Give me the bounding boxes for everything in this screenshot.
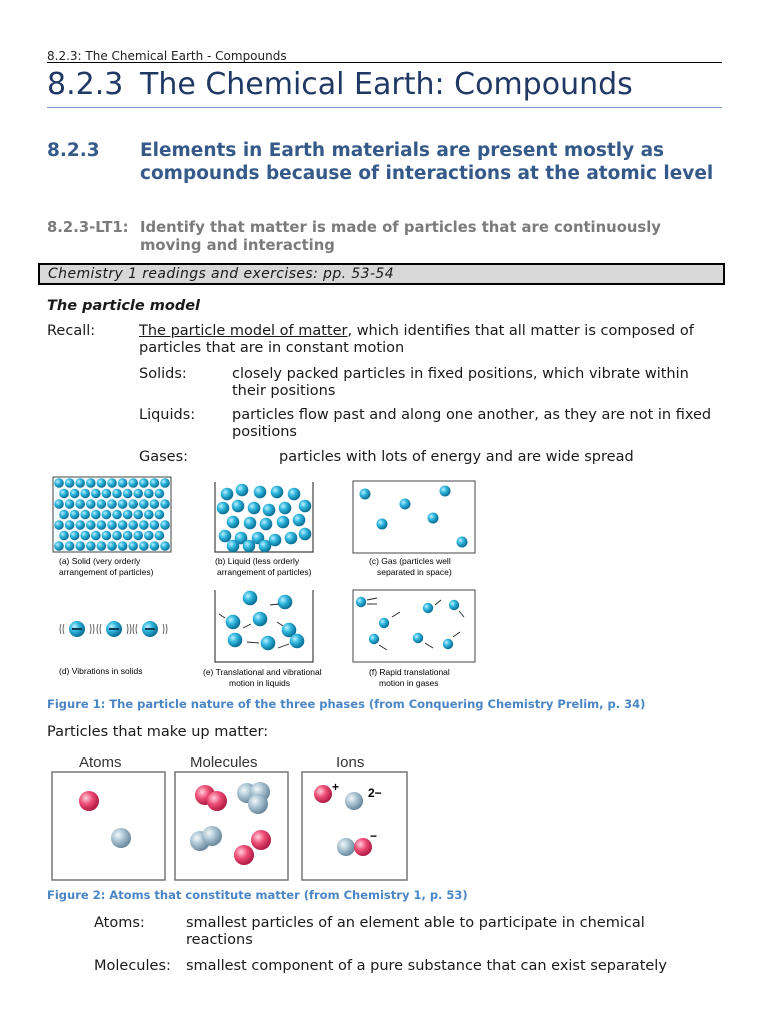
particle (160, 478, 170, 488)
particle (118, 499, 128, 509)
translational-liquid-panel (215, 590, 313, 662)
panel-d-caption-1: (d) Vibrations in solids (59, 666, 143, 676)
particle (144, 489, 154, 499)
particle (139, 541, 149, 551)
particle (59, 510, 69, 520)
particle (123, 531, 133, 541)
particle (133, 510, 143, 520)
particle (54, 541, 64, 551)
particle (155, 489, 165, 499)
particle (155, 531, 165, 541)
motion-arrow (270, 604, 279, 605)
particle (65, 478, 75, 488)
particle (440, 486, 451, 497)
panel-a-caption-1: (a) Solid (very orderly (59, 556, 141, 566)
recall-rest: , which identifies that all matter is composed of particles that are in constant motion (139, 323, 694, 356)
figure-1-particle-phases (47, 472, 487, 690)
molecules-label: Molecules (190, 754, 258, 771)
particle (243, 591, 258, 606)
particle (75, 499, 85, 509)
particle (70, 531, 80, 541)
running-header: 8.2.3: The Chemical Earth - Compounds (47, 49, 287, 63)
particle (160, 499, 170, 509)
particle (97, 520, 107, 530)
solids-description: closely packed particles in fixed positions, which vibrate within their positions (232, 366, 689, 399)
vibration-mark (100, 624, 101, 634)
panel-f-caption-2: motion in gases (379, 678, 439, 688)
particle (107, 499, 117, 509)
particle (139, 499, 149, 509)
motion-arrow (243, 624, 251, 628)
section-number: 8.2.3 (47, 140, 100, 161)
particle (150, 478, 160, 488)
particle-model-term: The particle model of matter (139, 323, 348, 339)
particle (457, 537, 468, 548)
recall-label: Recall: (47, 323, 96, 339)
solids-label: Solids: (139, 366, 187, 382)
outcome-number: 8.2.3-LT1: (47, 219, 129, 236)
vibration-mark (166, 624, 167, 634)
readings-box (38, 263, 725, 285)
particle (112, 510, 122, 520)
particle (243, 540, 256, 553)
particle (102, 489, 112, 499)
particle (128, 520, 138, 530)
particle (107, 520, 117, 530)
particle (91, 531, 101, 541)
ion-2minus-charge: 2− (368, 786, 382, 800)
panel-e-caption-2: motion in liquids (229, 678, 290, 688)
vibration-mark (97, 624, 98, 634)
gas-panel (353, 481, 475, 553)
particle (80, 531, 90, 541)
liquid-panel (215, 482, 313, 552)
particle (118, 478, 128, 488)
particle (279, 502, 292, 515)
solid-panel (53, 477, 171, 552)
panel-b-caption-2: arrangement of particles) (217, 567, 312, 577)
vibration-mark (163, 624, 164, 634)
particle (54, 478, 64, 488)
particle (144, 510, 154, 520)
gases-label: Gases: (139, 449, 189, 465)
vibration-mark (93, 624, 94, 634)
figure-2-caption: Figure 2: Atoms that constitute matter (from Chemistry 1, p. 53) (47, 888, 468, 902)
panel-c-caption-1: (c) Gas (particles well (369, 556, 451, 566)
rapid-gas-panel (353, 590, 475, 662)
particle (112, 489, 122, 499)
particle (219, 530, 232, 543)
particle (293, 514, 306, 527)
particle (155, 510, 165, 520)
panel-b-caption-1: (b) Liquid (less orderly (215, 556, 300, 566)
particle (356, 597, 366, 607)
particle (226, 615, 241, 630)
vibration-mark (90, 624, 91, 634)
title-number: 8.2.3 (47, 67, 124, 102)
particle (150, 499, 160, 509)
particle (80, 510, 90, 520)
vibration-mark (60, 624, 61, 634)
gases-description: particles with lots of energy and are wide spread (279, 449, 634, 465)
particle (299, 500, 312, 513)
particle (423, 603, 433, 613)
particle (123, 510, 133, 520)
particle (227, 540, 240, 553)
particle (107, 478, 117, 488)
particle (91, 489, 101, 499)
particle (236, 484, 249, 497)
figure-1-caption: Figure 1: The particle nature of the three phases (from Conquering Chemistry Prelim, p. 34) (47, 697, 646, 711)
particle (285, 532, 298, 545)
particle (277, 516, 290, 529)
particle-model-heading: The particle model (47, 298, 201, 314)
section-text: Elements in Earth materials are present mostly as compounds because of interactions at the atomic level (140, 140, 714, 184)
outcome-text: Identify that matter is made of particles that are continuously moving and interacting (140, 219, 661, 254)
title-bar (47, 62, 722, 108)
particle (118, 541, 128, 551)
particle (123, 489, 133, 499)
particle (107, 541, 117, 551)
motion-arrow (278, 644, 289, 648)
ion-negative-charge: − (370, 829, 378, 843)
particle (288, 488, 301, 501)
particle (139, 520, 149, 530)
particle (377, 519, 388, 530)
particle (232, 500, 245, 513)
particle (133, 489, 143, 499)
particle (160, 541, 170, 551)
ions-label: Ions (336, 754, 365, 771)
figure-2-atoms-molecules-ions (47, 750, 413, 882)
particle (244, 517, 257, 530)
vibration-mark (130, 624, 131, 634)
particle (118, 520, 128, 530)
molecules-box (175, 772, 288, 880)
particle (59, 531, 69, 541)
particle (75, 541, 85, 551)
ion-positive-charge: + (332, 780, 340, 794)
particle (360, 489, 371, 500)
atoms-term: Atoms: (94, 915, 145, 931)
particle (86, 499, 96, 509)
particle (150, 541, 160, 551)
vibration-dash (145, 628, 155, 630)
particle (86, 478, 96, 488)
particle (254, 486, 267, 499)
liquids-description: particles flow past and along one another, as they are not in fixed positions (232, 407, 712, 440)
particle (428, 513, 439, 524)
particle (102, 510, 112, 520)
particle (443, 639, 453, 649)
particle (259, 540, 272, 553)
panel-f-caption-1: (f) Rapid translational (369, 667, 450, 677)
motion-arrow (277, 622, 283, 626)
vibration-mark (136, 624, 137, 634)
particle (97, 499, 107, 509)
vibration-dash (72, 628, 82, 630)
motion-arrow (219, 614, 225, 618)
particle (54, 520, 64, 530)
atoms-definition: smallest particles of an element able to participate in chemical reactions (186, 915, 645, 948)
particle (379, 618, 389, 628)
molecules-definition: smallest component of a pure substance that can exist separately (186, 958, 667, 974)
particle (253, 612, 268, 627)
particle (449, 600, 459, 610)
particle (144, 531, 154, 541)
title-text: The Chemical Earth: Compounds (140, 67, 633, 102)
particle (290, 634, 305, 649)
particle (70, 510, 80, 520)
particle (97, 541, 107, 551)
particle (369, 634, 379, 644)
particle (91, 510, 101, 520)
particle (150, 520, 160, 530)
vibration-mark (127, 624, 128, 634)
particle (271, 486, 284, 499)
particle (260, 518, 273, 531)
particle (80, 489, 90, 499)
atoms-box (52, 772, 165, 880)
particle (65, 499, 75, 509)
particle (217, 502, 230, 515)
vibration-panel (60, 621, 167, 637)
panel-e-caption-1: (e) Translational and vibrational (203, 667, 322, 677)
particle (261, 636, 276, 651)
particle (400, 499, 411, 510)
particle (75, 520, 85, 530)
particle (86, 520, 96, 530)
particle (75, 478, 85, 488)
particle (128, 499, 138, 509)
particle (248, 502, 261, 515)
particle (221, 488, 234, 501)
panel-c-caption-2: separated in space) (377, 567, 452, 577)
vibration-mark (133, 624, 134, 634)
particles-intro: Particles that make up matter: (47, 724, 269, 740)
vibration-dash (109, 628, 119, 630)
particle (413, 633, 423, 643)
page-title (47, 67, 633, 102)
readings-text: Chemistry 1 readings and exercises: pp. 53-54 (48, 266, 395, 282)
particle (133, 531, 143, 541)
particle (70, 489, 80, 499)
motion-arrow (247, 642, 259, 643)
particle (160, 520, 170, 530)
particle (86, 541, 96, 551)
particle (227, 516, 240, 529)
molecules-term: Molecules: (94, 958, 171, 974)
particle (102, 531, 112, 541)
vibration-mark (63, 624, 64, 634)
particle (299, 528, 312, 541)
particle (97, 478, 107, 488)
particle (128, 478, 138, 488)
liquids-label: Liquids: (139, 407, 196, 423)
particle (278, 595, 293, 610)
particle (65, 520, 75, 530)
atoms-label: Atoms (79, 754, 122, 771)
particle (128, 541, 138, 551)
particle (139, 478, 149, 488)
particle (263, 504, 276, 517)
particle (228, 633, 243, 648)
particle (59, 489, 69, 499)
particle (54, 499, 64, 509)
recall-paragraph (139, 323, 729, 357)
particle (65, 541, 75, 551)
particle (112, 531, 122, 541)
panel-a-caption-2: arrangement of particles) (59, 567, 154, 577)
